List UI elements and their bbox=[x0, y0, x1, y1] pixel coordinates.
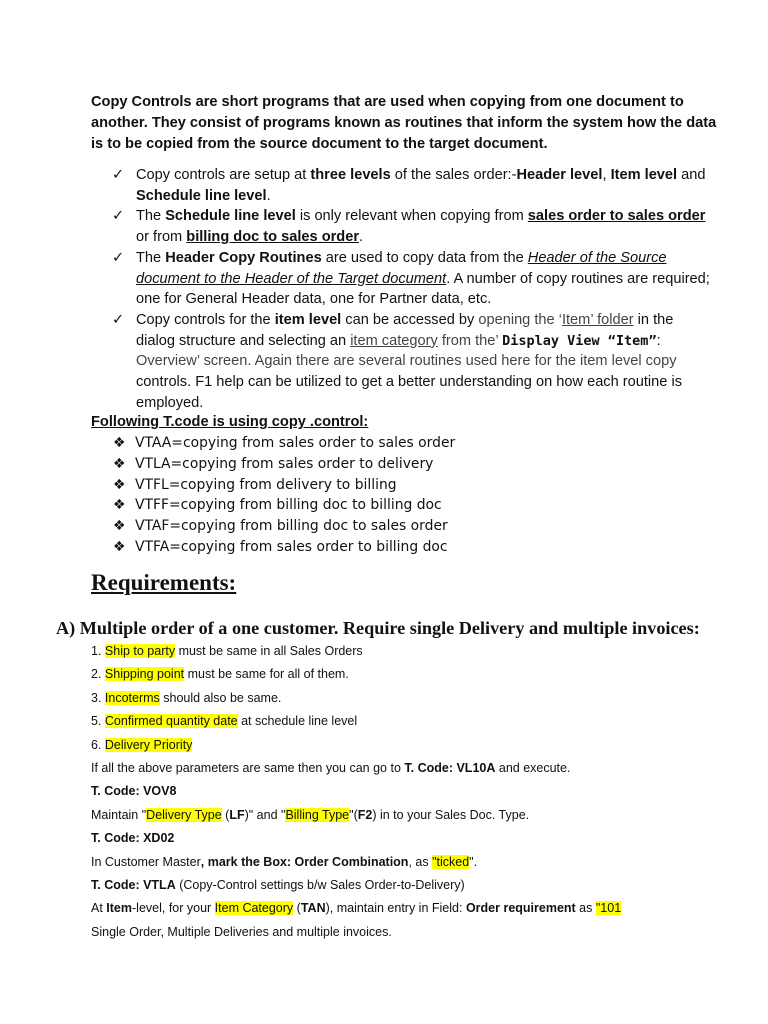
requirements-details bbox=[91, 640, 711, 944]
checklist bbox=[110, 165, 716, 413]
list-item: ❖ VTAA=copying from sales order to sales order bbox=[113, 433, 455, 454]
item-category-link[interactable]: item category bbox=[350, 332, 438, 349]
text-line: In Customer Master, mark the Box: Order Combination, as "ticked". bbox=[91, 854, 478, 869]
checkmark-icon: ✓ bbox=[112, 249, 125, 266]
list-item: 5. Confirmed quantity date at schedule line level bbox=[91, 714, 358, 729]
tcode-heading: Following T.code is using copy .control: bbox=[91, 414, 369, 430]
text-line: If all the above parameters are same then you can go to T. Code: VL10A and execute. bbox=[91, 761, 571, 776]
text-line: T. Code: VTLA (Copy-Control settings b/w Sales Order-to-Delivery) bbox=[91, 878, 465, 893]
checkmark-icon: ✓ bbox=[112, 311, 125, 328]
diamond-bullet-icon: ❖ bbox=[113, 538, 126, 555]
list-item: ❖ VTLA=copying from sales order to delivery bbox=[113, 454, 455, 475]
tcode-line: T. Code: VOV8 bbox=[91, 784, 177, 799]
list-item: 1. Ship to party must be same in all Sales Orders bbox=[91, 644, 363, 658]
list-item: ❖ VTFA=copying from sales order to billing doc bbox=[113, 537, 455, 558]
diamond-bullet-icon: ❖ bbox=[113, 455, 126, 472]
list-item: ❖ VTFL=copying from delivery to billing bbox=[113, 475, 455, 496]
list-item: ❖ VTAF=copying from billing doc to sales order bbox=[113, 516, 455, 537]
checkmark-icon: ✓ bbox=[112, 167, 125, 183]
text-line: Single Order, Multiple Deliveries and multiple invoices. bbox=[91, 924, 392, 939]
check-item-2: ✓ The Schedule line level is only relevant when copying from sales order to sales order or from billing doc to sales order. bbox=[112, 208, 706, 246]
diamond-bullet-icon: ❖ bbox=[113, 518, 126, 535]
section-a-heading: A) Multiple order of a one customer. Require single Delivery and multiple invoices: bbox=[56, 618, 700, 638]
tcode-list bbox=[113, 433, 455, 558]
diamond-bullet-icon: ❖ bbox=[113, 497, 126, 514]
requirements-heading: Requirements: bbox=[91, 570, 237, 595]
diamond-bullet-icon: ❖ bbox=[113, 476, 126, 493]
source-target-link[interactable]: Header of the Source document to the Header of the Target document bbox=[136, 249, 667, 287]
intro-paragraph: Copy Controls are short programs that are used when copying from one document to another. They consist of programs known as routines that inform the system how the data is to be copied from the source document to the target document. bbox=[91, 94, 717, 152]
check-item-4: ✓ Copy controls for the item level can be accessed by opening the ‘Item’ folder in the dialog structure and selecting an item category from the’ Display View “Item”: Overview’ screen. Again there are several routines used here for the item level copy controls. F1 help can be utilized to get a better understanding on how each routine is employed. bbox=[112, 311, 682, 411]
check-item-1: ✓ Copy controls are setup at three levels of the sales order:-Header level, Item level and Schedule line level. bbox=[112, 167, 706, 204]
tcode-line: T. Code: XD02 bbox=[91, 831, 175, 846]
text-line: Maintain "Delivery Type (LF)" and "Billing Type"(F2) in to your Sales Doc. Type. bbox=[91, 807, 530, 822]
check-item-3: ✓ The Header Copy Routines are used to copy data from the Header of the Source document to the Header of the Target document. A number of copy routines are required; one for General Header data, one for Partner data, etc. bbox=[112, 249, 710, 308]
text-line: At Item-level, for your Item Category (TAN), maintain entry in Field: Order requirement as "101 bbox=[91, 901, 622, 916]
diamond-bullet-icon: ❖ bbox=[113, 435, 126, 451]
checkmark-icon: ✓ bbox=[112, 208, 125, 225]
list-item: 2. Shipping point must be same for all of them. bbox=[91, 667, 349, 682]
list-item: 6. Delivery Priority bbox=[91, 737, 193, 752]
list-item: 3. Incoterms should also be same. bbox=[91, 690, 282, 705]
item-folder-link[interactable]: Item’ folder bbox=[561, 311, 634, 328]
list-item: ❖ VTFF=copying from billing doc to billing doc bbox=[113, 495, 455, 516]
